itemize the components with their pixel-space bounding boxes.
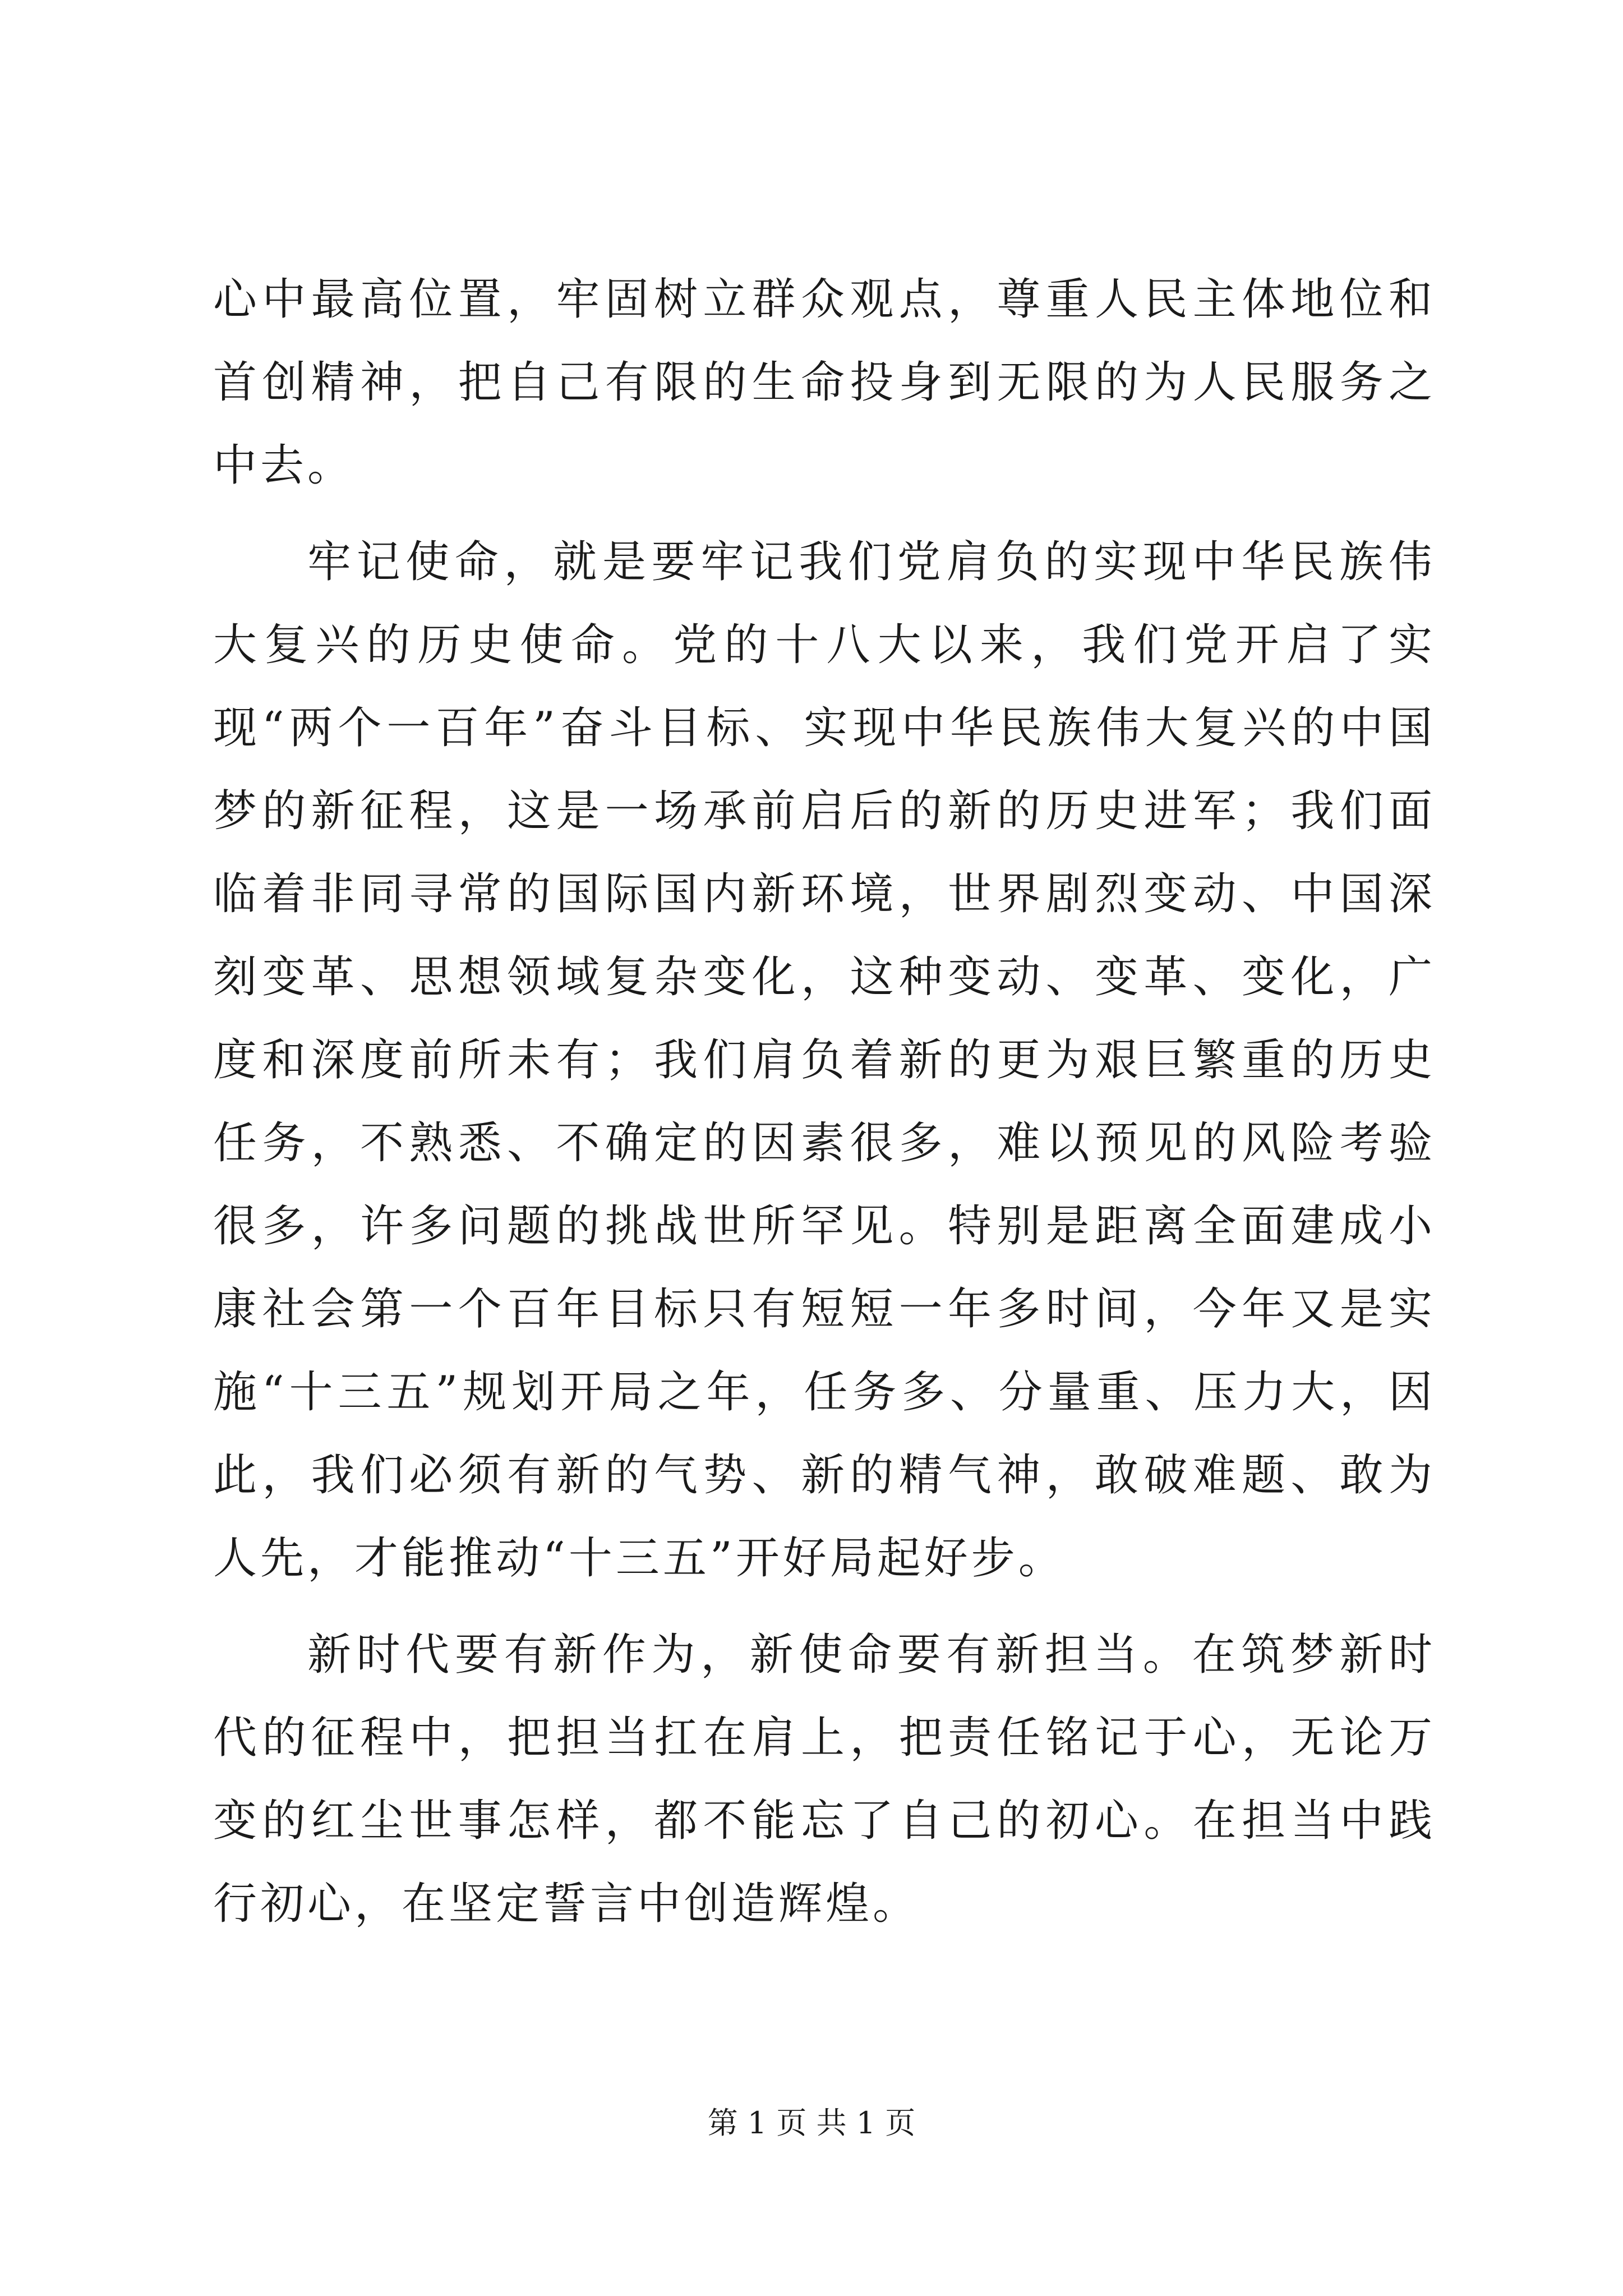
page-number-footer: 第 1 页 共 1 页 [707, 2105, 916, 2141]
paragraph-continuation: 心中最高位置，牢固树立群众观点，尊重人民主体地位和首创精神，把自己有限的生命投身到无限的为人民服务之中去。 [213, 274, 1436, 491]
paragraph-new-era: 新时代要有新作为，新使命要有新担当。在筑梦新时代的征程中，把担当扛在肩上，把责任铭记于心，无论万变的红尘世事怎样，都不能忘了自己的初心。在担当中践行初心，在坚定誓言中创造辉煌。 [213, 1630, 1436, 1929]
paragraph-mission: 牢记使命，就是要牢记我们党肩负的实现中华民族伟大复兴的历史使命。党的十八大以来，我们党开启了实现“两个一百年”奋斗目标、实现中华民族伟大复兴的中国梦的新征程，这是一场承前启后的新的历史进军；我们面临着非同寻常的国际国内新环境，世界剧烈变动、中国深刻变革、思想领域复杂变化，这种变动、变革、变化，广度和深度前所未有；我们肩负着新的更为艰巨繁重的历史任务，不熟悉、不确定的因素很多，难以预见的风险考验很多，许多问题的挑战世所罕见。特别是距离全面建成小康社会第一个百年目标只有短短一年多时间，今年又是实施“十三五”规划开局之年，任务多、分量重、压力大，因此，我们必须有新的气势、新的精气神，敢破难题、敢为人先，才能推动“十三五”开好局起好步。 [213, 537, 1436, 1584]
document-body [213, 258, 1436, 1945]
